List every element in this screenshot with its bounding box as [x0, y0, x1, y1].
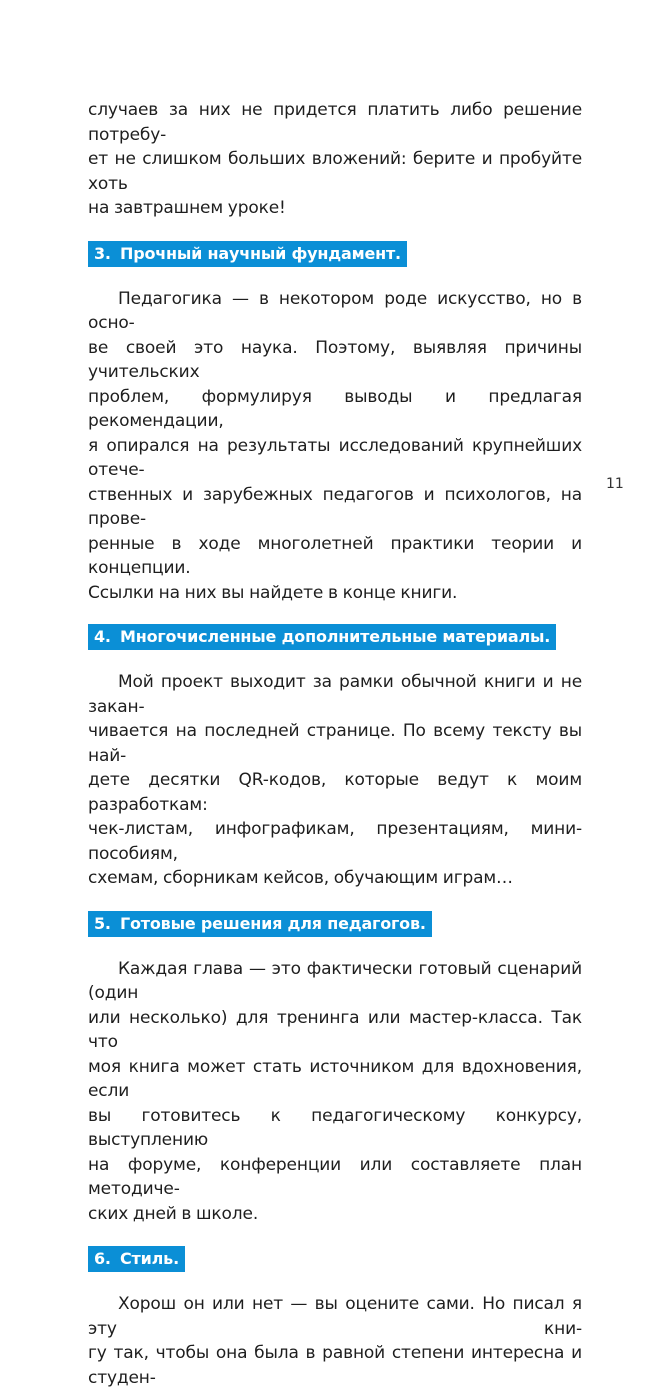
paragraph-style	[88, 1292, 582, 1390]
page-number: 11	[606, 476, 624, 492]
text-line: Мой проект выходит за рамки обычной книги и не закан-	[88, 672, 582, 717]
text-line: я опирался на результаты исследований крупнейших отече-	[88, 435, 582, 480]
text-line: или несколько) для тренинга или мастер-класса. Так что	[88, 1007, 582, 1052]
section-heading-4	[88, 624, 582, 650]
heading-highlight	[88, 624, 556, 650]
text-line: вы готовитесь к педагогическому конкурсу, выступлению	[88, 1105, 582, 1150]
heading-text: Многочисленные дополнительные материалы.	[120, 627, 551, 646]
heading-number: 4.	[94, 627, 111, 646]
text-line: ет не слишком больших вложений: берите и пробуйте хоть	[88, 149, 582, 194]
heading-highlight	[88, 911, 432, 937]
paragraph-additional-materials	[88, 670, 582, 891]
text-line: схемам, сборникам кейсов, обучающим играм…	[88, 868, 513, 888]
text-line: ренные в ходе многолетней практики теории и концепции.	[88, 533, 582, 578]
heading-text: Готовые решения для педагогов.	[120, 913, 426, 933]
text-line: Каждая глава — это фактически готовый сценарий (один	[88, 958, 582, 1003]
text-line: ственных и зарубежных педагогов и психологов, на прове-	[88, 484, 582, 529]
page-body	[88, 98, 582, 1390]
paragraph-scientific-foundation	[88, 287, 582, 606]
heading-highlight	[88, 241, 407, 267]
text-line: чек-листам, инфографикам, презентациям, мини-пособиям,	[88, 819, 582, 864]
section-heading-6	[88, 1246, 582, 1272]
text-line: случаев за них не придется платить либо решение потребу-	[88, 100, 582, 145]
text-line: ве своей это наука. Поэтому, выявляя причины учительских	[88, 337, 582, 382]
text-line: ских дней в школе.	[88, 1203, 259, 1224]
text-line: Хорош он или нет — вы оцените сами. Но писал я эту кни-	[88, 1294, 582, 1339]
heading-text: Стиль.	[120, 1249, 179, 1268]
text-line: дете десятки QR-кодов, которые ведут к моим разработкам:	[88, 770, 582, 815]
heading-number: 5.	[94, 913, 111, 933]
text-line: на завтрашнем уроке!	[88, 198, 286, 218]
text-line: моя книга может стать источником для вдохновения, если	[88, 1056, 582, 1101]
text-line: Педагогика — в некотором роде искусство, но в осно-	[88, 288, 582, 333]
heading-text: Прочный научный фундамент.	[120, 243, 401, 263]
text-line: чивается на последней странице. По всему тексту вы най-	[88, 721, 582, 766]
text-line: на форуме, конференции или составляете план методиче-	[88, 1154, 582, 1199]
heading-number: 3.	[94, 243, 111, 263]
section-heading-3	[88, 241, 582, 267]
heading-number: 6.	[94, 1249, 111, 1268]
section-heading-5	[88, 911, 582, 937]
paragraph-ready-solutions	[88, 957, 582, 1227]
text-line: проблем, формулируя выводы и предлагая рекомендации,	[88, 386, 582, 431]
heading-highlight	[88, 1246, 185, 1272]
paragraph-continuation	[88, 98, 582, 221]
text-line: Ссылки на них вы найдете в конце книги.	[88, 582, 458, 603]
text-line: гу так, чтобы она была в равной степени интересна и студен-	[88, 1343, 582, 1388]
